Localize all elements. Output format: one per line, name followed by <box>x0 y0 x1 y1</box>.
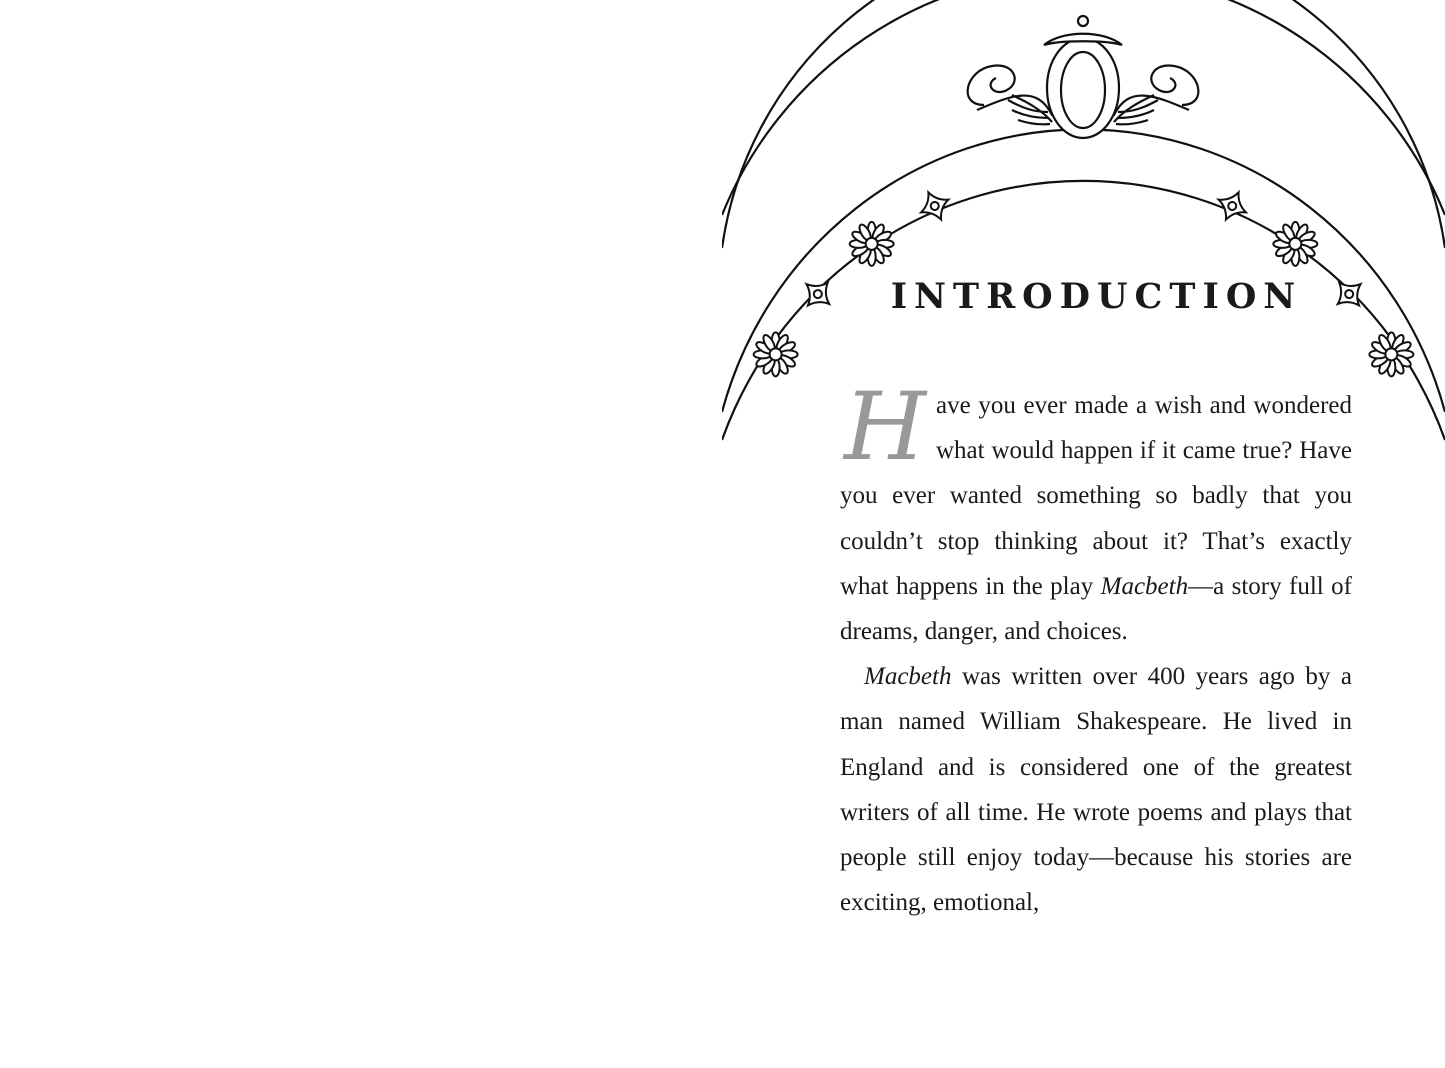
paragraph <box>840 373 1352 654</box>
paragraph-text: ave you ever made a wish and wondered what would happen if it came true? Have you ever wanted something so badly that you couldn’t stop thinking about it? That’s exactly what happens in the play <box>840 392 1352 600</box>
paragraph-text: was written over 400 years ago by a man named William Shakespeare. He lived in England and is considered one of the greatest writers of all time. He wrote poems and plays that people still enjoy today—because his stories are exciting, emotional, <box>840 663 1352 917</box>
rosette-icon <box>754 332 798 376</box>
left-blank-page <box>0 0 722 1068</box>
rosette-icon <box>1273 222 1317 266</box>
drop-cap: H <box>844 373 926 482</box>
rosette-icon <box>850 222 894 266</box>
right-page <box>722 0 1445 1068</box>
play-title: Macbeth <box>864 663 952 691</box>
body-text <box>840 373 1352 925</box>
paragraph <box>840 654 1352 925</box>
crown-crest-icon <box>968 16 1199 138</box>
rosette-icon <box>1369 332 1413 376</box>
page-title: INTRODUCTION <box>890 276 1303 317</box>
paragraph-text: —a story full of dreams, danger, and choices. <box>840 572 1352 646</box>
arch-inner-line-1 <box>722 129 1445 412</box>
play-title: Macbeth <box>1100 572 1189 600</box>
